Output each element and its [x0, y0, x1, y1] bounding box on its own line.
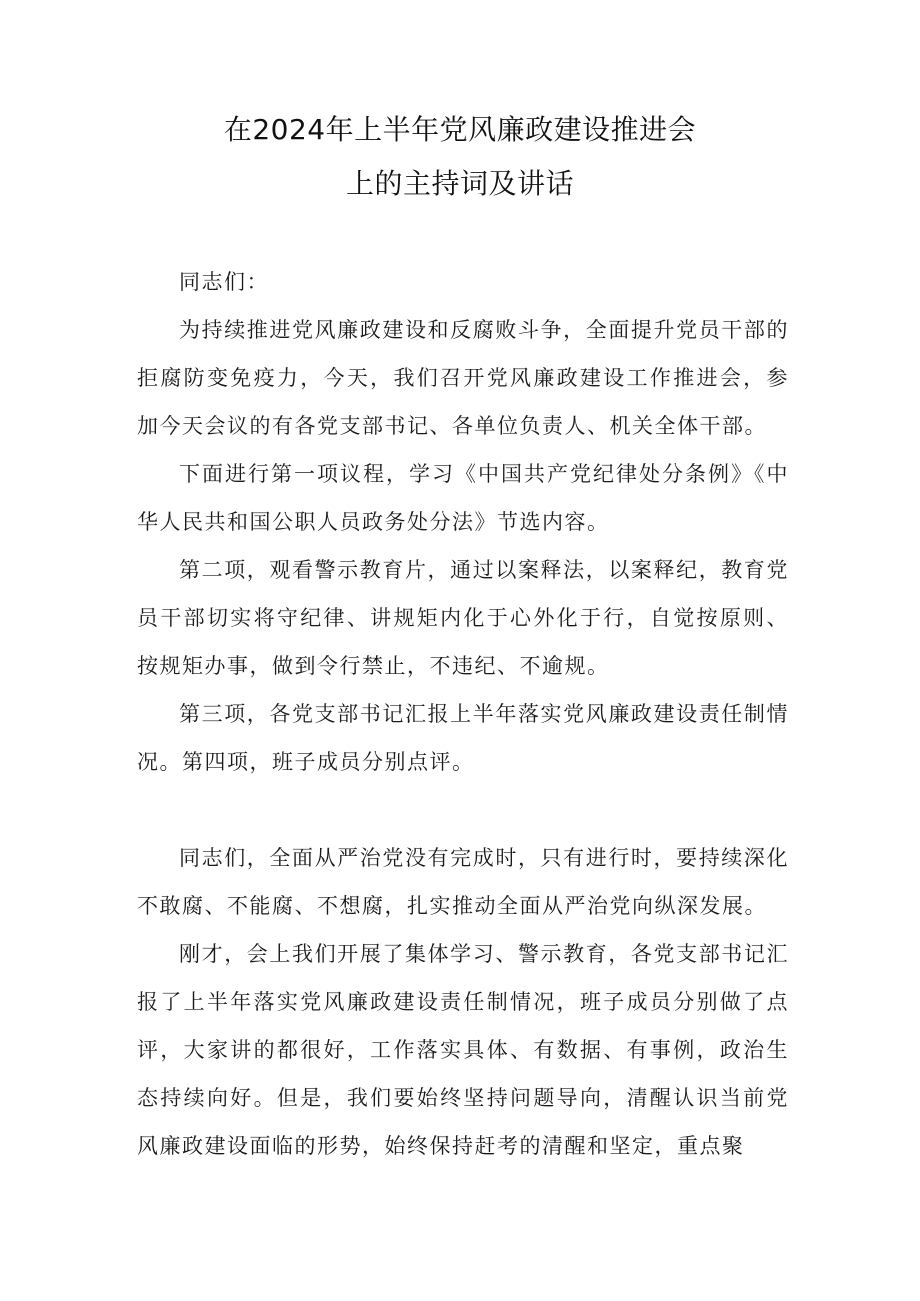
document-title-line-1: 在2024年上半年党风廉政建设推进会 — [223, 113, 697, 146]
body-paragraph-agenda-2: 第二项，观看警示教育片，通过以案释法，以案释纪，教育党员干部切实将守纪律、讲规矩内化于心外化于行，自觉按原则、按规矩办事，做到令行禁止，不违纪、不逾规。 — [137, 558, 789, 678]
salutation-paragraph: 同志们： — [179, 270, 269, 294]
body-paragraph-agenda-3-4: 第三项，各党支部书记汇报上半年落实党风廉政建设责任制情况。第四项，班子成员分别点评。 — [137, 702, 789, 774]
body-paragraph-speech-main: 刚才，会上我们开展了集体学习、警示教育，各党支部书记汇报了上半年落实党风廉政建设责任制情况，班子成员分别做了点评，大家讲的都很好，工作落实具体、有数据、有事例，政治生态持续向好。但是，我们要始终坚持问题导向，清醒认识当前党风廉政建设面临的形势，始终保持赶考的清醒和坚定，重点聚 — [137, 942, 789, 1158]
body-paragraph-opening: 为持续推进党风廉政建设和反腐败斗争，全面提升党员干部的拒腐防变免疫力，今天，我们召开党风廉政建设工作推进会，参加今天会议的有各党支部书记、各单位负责人、机关全体干部。 — [137, 318, 789, 438]
document-title-line-2: 上的主持词及讲话 — [345, 167, 574, 200]
body-paragraph-speech-opening: 同志们，全面从严治党没有完成时，只有进行时，要持续深化不敢腐、不能腐、不想腐，扎实推动全面从严治党向纵深发展。 — [137, 846, 789, 918]
body-paragraph-agenda-1: 下面进行第一项议程，学习《中国共产党纪律处分条例》《中华人民共和国公职人员政务处分法》节选内容。 — [137, 462, 789, 534]
